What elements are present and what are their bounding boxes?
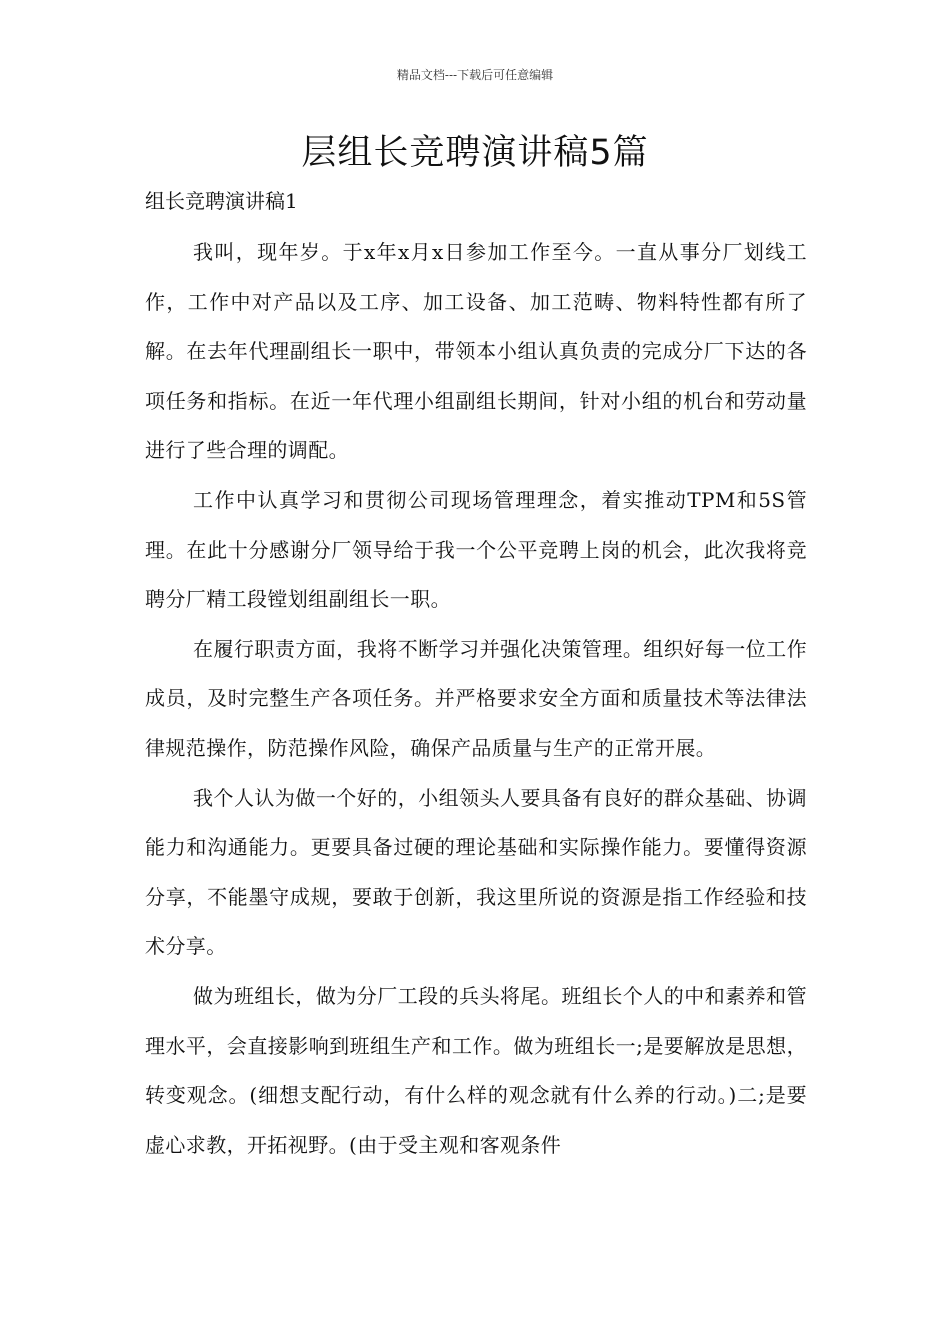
paragraph-3: 在履行职责方面，我将不断学习并强化决策管理。组织好每一位工作成员，及时完整生产各项任务。并严格要求安全方面和质量技术等法律法律规范操作，防范操作风险，确保产品质量与生产的正常开展。 bbox=[145, 636, 807, 760]
section-heading: 组长竞聘演讲稿1 bbox=[145, 189, 298, 213]
document-title: 层组长竞聘演讲稿5篇 bbox=[301, 133, 649, 173]
paragraph-5: 做为班组长，做为分厂工段的兵头将尾。班组长个人的中和素养和管理水平，会直接影响到班组生产和工作。做为班组长一;是要解放是思想，转变观念。(细想支配行动，有什么样的观念就有什么养的行动。)二;是要虚心求教，开拓视野。(由于受主观和客观条件 bbox=[145, 983, 807, 1157]
paragraph-1: 我叫，现年岁。于x年x月x日参加工作至今。一直从事分厂划线工作，工作中对产品以及工序、加工设备、加工范畴、物料特性都有所了解。在去年代理副组长一职中，带领本小组认真负责的完成分厂下达的各项任务和指标。在近一年代理小组副组长期间，针对小组的机台和劳动量进行了些合理的调配。 bbox=[145, 240, 807, 463]
page-header-watermark: 精品文档---下载后可任意编辑 bbox=[396, 68, 554, 82]
paragraph-4: 我个人认为做一个好的，小组领头人要具备有良好的群众基础、协调能力和沟通能力。更要具备过硬的理论基础和实际操作能力。要懂得资源分享，不能墨守成规，要敢于创新，我这里所说的资源是指工作经验和技术分享。 bbox=[145, 785, 807, 959]
document-body bbox=[145, 228, 807, 1170]
paragraph-2: 工作中认真学习和贯彻公司现场管理理念，着实推动TPM和5S管理。在此十分感谢分厂领导给于我一个公平竞聘上岗的机会，此次我将竞聘分厂精工段镗划组副组长一职。 bbox=[145, 487, 807, 612]
